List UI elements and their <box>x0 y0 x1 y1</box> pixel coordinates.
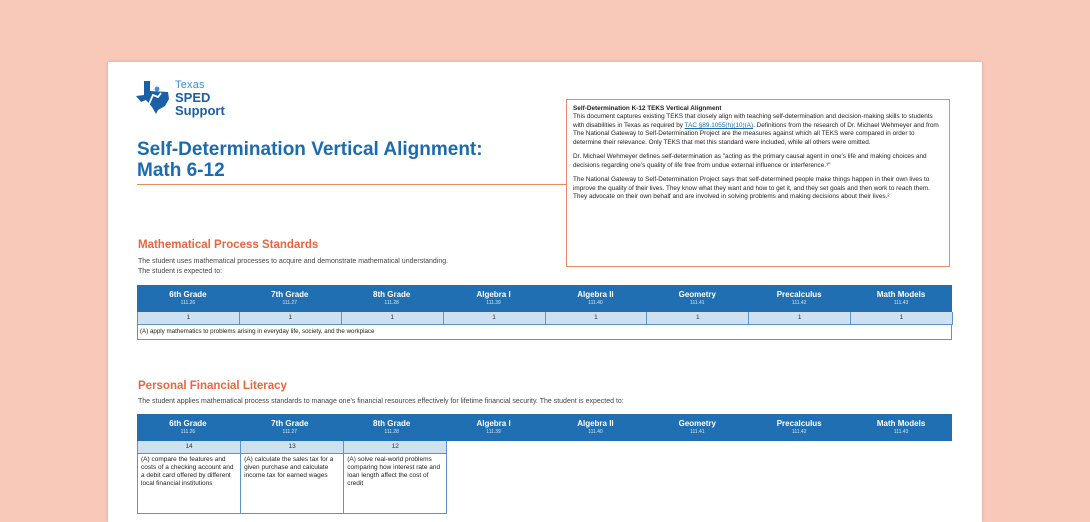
empty-cell <box>548 441 650 454</box>
col-header-geometry: Geometry 111.41 <box>678 419 716 435</box>
col-header-math-models: Math Models 111.43 <box>876 290 926 306</box>
standard-number-cell: 1 <box>341 312 444 325</box>
col-header-precalculus: Precalculus 111.42 <box>776 290 822 306</box>
standard-description-cell: (A) compare the features and costs of a checking account and a debit card offered by different local financial institutions <box>137 454 241 514</box>
standard-number-cell: 1 <box>646 312 749 325</box>
title-divider <box>137 184 567 185</box>
col-header-math-models: Math Models 111.43 <box>876 419 926 435</box>
col-header-7th: 7th Grade 111.27 <box>271 419 309 435</box>
process-standards-table <box>137 285 952 340</box>
standard-number-row <box>137 441 952 454</box>
logo-text-texas: Texas <box>175 79 205 91</box>
texas-sped-support-logo <box>135 80 245 116</box>
empty-cell <box>446 454 548 514</box>
standard-number-cell: 13 <box>240 441 344 454</box>
title-line-1: Self-Determination Vertical Alignment: <box>137 139 483 160</box>
col-header-algebra2: Algebra II 111.40 <box>577 419 614 435</box>
standard-number-cell: 1 <box>748 312 851 325</box>
empty-cell <box>649 441 751 454</box>
col-header-precalculus: Precalculus 111.42 <box>776 419 822 435</box>
standard-number-row <box>137 312 952 325</box>
grade-header-row <box>137 285 952 312</box>
col-header-8th: 8th Grade 111.28 <box>373 290 411 306</box>
info-paragraph-3: The National Gateway to Self-Determination Project says that self-determined people make things happen in their own lives to improve the quality of their lives. They know what they want and how to get it, and they set goals and then work to reach them. They advocate on their own behalf and are involved in solving problems and making decisions about their lives.² <box>573 176 930 201</box>
info-paragraph-1 <box>573 113 943 147</box>
col-header-6th: 6th Grade 111.26 <box>169 419 207 435</box>
empty-cell <box>649 454 751 514</box>
document-title <box>137 139 567 182</box>
info-paragraph-2: Dr. Michael Wehmeyer defines self-determination as "acting as the primary causal agent in one's life and making choices and decisions regarding one's quality of life free from undue external influence or interference.¹" <box>573 153 927 169</box>
standard-number-cell: 14 <box>137 441 241 454</box>
info-box <box>566 99 950 267</box>
logo-text-sped: SPED <box>175 90 211 105</box>
col-header-algebra1: Algebra I 111.39 <box>476 419 511 435</box>
standard-description-cell: (A) solve real-world problems comparing how interest rate and loan length affect the cost of credit <box>343 454 447 514</box>
col-header-6th: 6th Grade 111.26 <box>169 290 207 306</box>
standard-number-cell: 1 <box>443 312 546 325</box>
info-box-heading: Self-Determination K-12 TEKS Vertical Alignment <box>573 105 722 112</box>
section1-desc-line1: The student uses mathematical processes to acquire and demonstrate mathematical understanding. <box>138 258 449 265</box>
standard-text-row: (A) apply mathematics to problems arising in everyday life, society, and the workplace <box>137 325 952 340</box>
section-title-financial-literacy: Personal Financial Literacy <box>138 380 287 392</box>
col-header-algebra1: Algebra I 111.39 <box>476 290 511 306</box>
standard-number-cell: 1 <box>137 312 240 325</box>
col-header-8th: 8th Grade 111.28 <box>373 419 411 435</box>
standard-number-cell: 1 <box>545 312 648 325</box>
standard-description-row <box>137 454 952 514</box>
section-title-process-standards: Mathematical Process Standards <box>138 239 319 251</box>
col-header-geometry: Geometry 111.41 <box>678 290 716 306</box>
logo-text-support: Support <box>175 103 225 118</box>
section1-desc-line2: The student is expected to: <box>138 268 223 276</box>
empty-cell <box>750 441 852 454</box>
info-p1-text: This document captures existing TEKS that closely align with teaching self-determination and decision-making skills to students with disabilities in Texas as required by <box>573 113 933 129</box>
empty-cell <box>750 454 852 514</box>
col-header-algebra2: Algebra II 111.40 <box>577 290 614 306</box>
section-desc-process-standards <box>138 257 448 277</box>
financial-literacy-table <box>137 414 952 514</box>
empty-cell <box>446 441 548 454</box>
standard-number-cell: 1 <box>850 312 953 325</box>
standard-number-cell: 12 <box>343 441 447 454</box>
info-p1-text-cont: . Definitions from the research of Dr. Michael Wehmeyer and from The National Gateway to Self-Determination Project are the measures against which all TEKS were compared in order to determine their relevance. Only TEKS that met this standard were included, while all others were omitted. <box>573 121 939 146</box>
grade-header-row <box>137 414 952 441</box>
tac-link[interactable]: TAC §89.1055(h)(10)(A) <box>684 121 754 129</box>
standard-number-cell: 1 <box>239 312 342 325</box>
empty-cell <box>851 441 953 454</box>
document-page <box>108 62 982 522</box>
section-desc-financial-literacy: The student applies mathematical process standards to manage one's financial resources effectively for lifetime financial security. The student is expected to: <box>138 398 624 405</box>
title-line-2: Math 6-12 <box>137 160 225 182</box>
empty-cell <box>851 454 953 514</box>
col-header-7th: 7th Grade 111.27 <box>271 290 309 306</box>
standard-description-cell: (A) calculate the sales tax for a given purchase and calculate income tax for earned wages <box>240 454 344 514</box>
empty-cell <box>548 454 650 514</box>
texas-map-icon <box>135 80 173 114</box>
